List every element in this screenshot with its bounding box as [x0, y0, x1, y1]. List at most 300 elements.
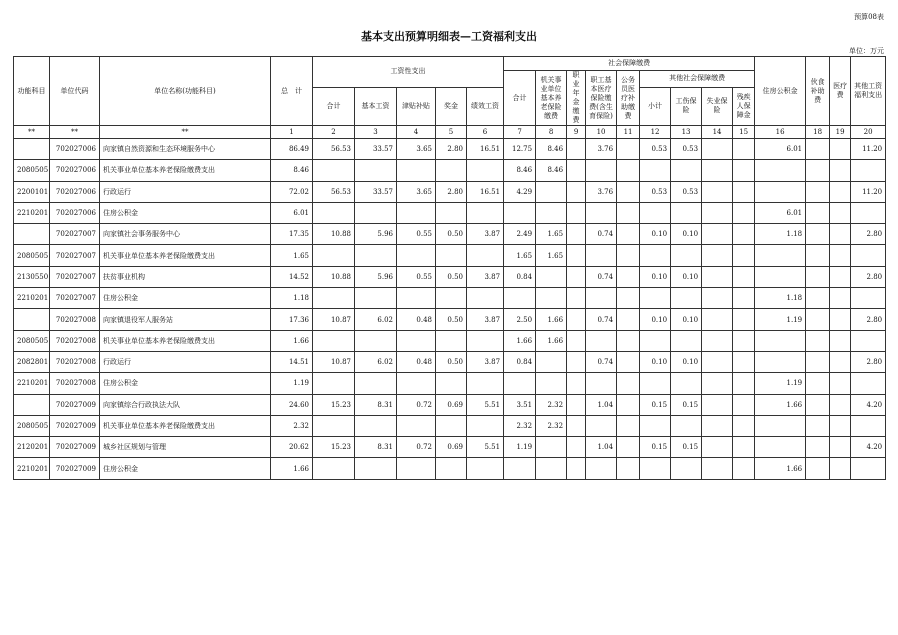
unit-name-cell: 机关事业单位基本养老保险缴费支出 [100, 415, 271, 436]
value-cell [355, 373, 397, 394]
unit-code-cell: 702027006 [50, 181, 100, 202]
value-cell [755, 245, 806, 266]
value-cell: 33.57 [355, 139, 397, 160]
value-cell [806, 288, 830, 309]
unit-name-cell: 向家镇综合行政执法大队 [100, 394, 271, 415]
func-subject-cell: 2210201 [14, 458, 50, 479]
value-cell [755, 181, 806, 202]
value-cell [567, 288, 586, 309]
value-cell [733, 458, 755, 479]
value-cell [617, 181, 640, 202]
value-cell [671, 288, 702, 309]
value-cell: 1.18 [755, 224, 806, 245]
value-cell [806, 224, 830, 245]
value-cell: 0.50 [436, 351, 467, 372]
value-cell [313, 415, 355, 436]
value-cell [567, 202, 586, 223]
column-index-cell: 4 [397, 126, 436, 139]
value-cell [806, 415, 830, 436]
value-cell [806, 139, 830, 160]
value-cell [355, 245, 397, 266]
value-cell: 6.01 [755, 139, 806, 160]
value-cell: 1.19 [755, 373, 806, 394]
value-cell: 10.88 [313, 266, 355, 287]
value-cell [640, 330, 671, 351]
value-cell: 2.80 [436, 139, 467, 160]
value-cell [851, 373, 886, 394]
value-cell [536, 458, 567, 479]
value-cell: 24.60 [271, 394, 313, 415]
value-cell [567, 394, 586, 415]
value-cell: 8.46 [536, 160, 567, 181]
func-subject-cell [14, 139, 50, 160]
unit-code-cell: 702027007 [50, 224, 100, 245]
value-cell [830, 139, 851, 160]
value-cell [436, 415, 467, 436]
value-cell: 2.32 [536, 394, 567, 415]
value-cell: 1.66 [271, 330, 313, 351]
value-cell [467, 288, 504, 309]
column-index-cell: 6 [467, 126, 504, 139]
value-cell [313, 202, 355, 223]
value-cell: 2.80 [851, 224, 886, 245]
value-cell [467, 245, 504, 266]
value-cell [702, 139, 733, 160]
column-index-cell: 9 [567, 126, 586, 139]
column-index-cell: 7 [504, 126, 536, 139]
value-cell: 3.87 [467, 351, 504, 372]
value-cell [397, 373, 436, 394]
value-cell: 0.15 [640, 437, 671, 458]
unit-label: 单位：万元 [849, 47, 884, 55]
value-cell [586, 288, 617, 309]
value-cell: 12.75 [504, 139, 536, 160]
value-cell: 3.65 [397, 181, 436, 202]
value-cell: 2.50 [504, 309, 536, 330]
value-cell [733, 394, 755, 415]
value-cell: 3.87 [467, 266, 504, 287]
value-cell [617, 139, 640, 160]
func-subject-cell: 2080505 [14, 415, 50, 436]
value-cell [830, 351, 851, 372]
unit-code-cell: 702027009 [50, 437, 100, 458]
table-row [14, 245, 886, 266]
value-cell: 6.01 [755, 202, 806, 223]
value-cell: 8.46 [504, 160, 536, 181]
header-other-subtotal: 小计 [640, 87, 671, 125]
value-cell [671, 245, 702, 266]
header-pension: 机关事业单位基本养老保险缴费 [536, 71, 567, 126]
value-cell [567, 437, 586, 458]
value-cell: 1.66 [504, 330, 536, 351]
value-cell: 1.04 [586, 394, 617, 415]
value-cell: 0.74 [586, 266, 617, 287]
value-cell: 10.87 [313, 351, 355, 372]
table-body [14, 139, 886, 480]
header-other-wage: 其他工资福利支出 [851, 57, 886, 126]
value-cell [733, 415, 755, 436]
value-cell [617, 309, 640, 330]
value-cell: 2.49 [504, 224, 536, 245]
header-meal-subsidy: 伙食补助费 [806, 57, 830, 126]
value-cell [397, 202, 436, 223]
value-cell [671, 202, 702, 223]
value-cell [702, 309, 733, 330]
value-cell: 1.66 [271, 458, 313, 479]
column-index-cell: ** [100, 126, 271, 139]
value-cell [467, 415, 504, 436]
value-cell [733, 139, 755, 160]
value-cell [567, 309, 586, 330]
value-cell: 0.15 [671, 437, 702, 458]
value-cell: 15.23 [313, 394, 355, 415]
value-cell [397, 458, 436, 479]
value-cell [755, 160, 806, 181]
value-cell [640, 373, 671, 394]
value-cell [755, 351, 806, 372]
value-cell [567, 160, 586, 181]
value-cell [467, 373, 504, 394]
value-cell: 56.53 [313, 139, 355, 160]
func-subject-cell: 2082801 [14, 351, 50, 372]
value-cell [755, 437, 806, 458]
value-cell: 1.19 [755, 309, 806, 330]
value-cell [355, 288, 397, 309]
value-cell [733, 309, 755, 330]
unit-name-cell: 行政运行 [100, 351, 271, 372]
value-cell: 15.23 [313, 437, 355, 458]
unit-code-cell: 702027006 [50, 202, 100, 223]
value-cell [567, 245, 586, 266]
column-index-cell: 19 [830, 126, 851, 139]
unit-code-cell: 702027008 [50, 309, 100, 330]
unit-name-cell: 机关事业单位基本养老保险缴费支出 [100, 160, 271, 181]
unit-code-cell: 702027006 [50, 139, 100, 160]
unit-code-cell: 702027008 [50, 330, 100, 351]
value-cell [313, 373, 355, 394]
column-index-cell: 15 [733, 126, 755, 139]
value-cell: 8.46 [271, 160, 313, 181]
value-cell [806, 309, 830, 330]
value-cell [504, 288, 536, 309]
func-subject-cell [14, 309, 50, 330]
value-cell [830, 394, 851, 415]
column-index-cell: ** [50, 126, 100, 139]
value-cell [806, 458, 830, 479]
value-cell [567, 139, 586, 160]
value-cell [586, 160, 617, 181]
value-cell: 1.19 [504, 437, 536, 458]
value-cell: 1.65 [536, 224, 567, 245]
value-cell [567, 373, 586, 394]
unit-code-cell: 702027008 [50, 373, 100, 394]
value-cell [355, 458, 397, 479]
value-cell [617, 266, 640, 287]
value-cell [313, 330, 355, 351]
header-other-ss: 其他社会保障缴费 [640, 71, 755, 88]
func-subject-cell: 2210201 [14, 288, 50, 309]
value-cell: 1.65 [271, 245, 313, 266]
value-cell: 0.53 [671, 181, 702, 202]
value-cell: 56.53 [313, 181, 355, 202]
value-cell: 11.20 [851, 181, 886, 202]
value-cell [806, 394, 830, 415]
header-occupational: 职业年金缴费 [567, 71, 586, 126]
value-cell [830, 458, 851, 479]
value-cell: 0.10 [671, 351, 702, 372]
value-cell [755, 415, 806, 436]
value-cell [671, 373, 702, 394]
value-cell: 3.87 [467, 309, 504, 330]
value-cell: 0.53 [640, 139, 671, 160]
header-bonus: 奖金 [436, 87, 467, 125]
value-cell: 1.66 [755, 394, 806, 415]
value-cell: 17.36 [271, 309, 313, 330]
value-cell: 1.66 [536, 330, 567, 351]
value-cell [851, 160, 886, 181]
value-cell [313, 160, 355, 181]
value-cell: 4.20 [851, 437, 886, 458]
value-cell [567, 415, 586, 436]
column-index-cell: 12 [640, 126, 671, 139]
value-cell: 0.69 [436, 437, 467, 458]
value-cell [640, 458, 671, 479]
column-index-cell: 16 [755, 126, 806, 139]
value-cell [536, 373, 567, 394]
value-cell [617, 458, 640, 479]
value-cell: 3.76 [586, 139, 617, 160]
value-cell [851, 330, 886, 351]
value-cell [567, 181, 586, 202]
value-cell [830, 437, 851, 458]
value-cell: 1.66 [755, 458, 806, 479]
value-cell [755, 266, 806, 287]
value-cell [617, 202, 640, 223]
value-cell: 5.51 [467, 394, 504, 415]
value-cell [617, 245, 640, 266]
unit-name-cell: 向家镇退役军人服务站 [100, 309, 271, 330]
value-cell [702, 288, 733, 309]
table-row [14, 309, 886, 330]
value-cell: 0.55 [397, 266, 436, 287]
unit-name-cell: 向家镇社会事务服务中心 [100, 224, 271, 245]
value-cell [830, 309, 851, 330]
value-cell [567, 351, 586, 372]
value-cell [640, 245, 671, 266]
value-cell: 2.80 [851, 351, 886, 372]
value-cell: 1.18 [271, 288, 313, 309]
value-cell: 33.57 [355, 181, 397, 202]
value-cell [830, 224, 851, 245]
value-cell [504, 373, 536, 394]
value-cell: 3.76 [586, 181, 617, 202]
value-cell [536, 202, 567, 223]
header-func-subject: 功能科目 [14, 57, 50, 126]
value-cell: 6.01 [271, 202, 313, 223]
unit-name-cell: 机关事业单位基本养老保险缴费支出 [100, 330, 271, 351]
value-cell: 0.50 [436, 309, 467, 330]
table-row [14, 351, 886, 372]
value-cell [355, 330, 397, 351]
value-cell: 2.32 [504, 415, 536, 436]
table-row [14, 394, 886, 415]
value-cell: 0.50 [436, 224, 467, 245]
func-subject-cell: 2210201 [14, 202, 50, 223]
value-cell [733, 181, 755, 202]
unit-name-cell: 住房公积金 [100, 288, 271, 309]
header-wage-expense: 工资性支出 [313, 57, 504, 88]
func-subject-cell: 2210201 [14, 373, 50, 394]
column-index-cell: 8 [536, 126, 567, 139]
value-cell: 0.50 [436, 266, 467, 287]
table-row [14, 266, 886, 287]
value-cell [504, 458, 536, 479]
header-injury: 工伤保险 [671, 87, 702, 125]
value-cell: 8.31 [355, 394, 397, 415]
value-cell [702, 330, 733, 351]
value-cell: 6.02 [355, 351, 397, 372]
unit-code-cell: 702027009 [50, 394, 100, 415]
unit-name-cell: 住房公积金 [100, 202, 271, 223]
func-subject-cell: 2080505 [14, 330, 50, 351]
value-cell [586, 330, 617, 351]
table-row [14, 139, 886, 160]
table-row [14, 458, 886, 479]
func-subject-cell [14, 224, 50, 245]
func-subject-cell: 2200101 [14, 181, 50, 202]
header-allowance: 津贴补贴 [397, 87, 436, 125]
value-cell: 4.20 [851, 394, 886, 415]
value-cell [702, 224, 733, 245]
value-cell [702, 437, 733, 458]
value-cell [640, 415, 671, 436]
func-subject-cell: 2120201 [14, 437, 50, 458]
value-cell [436, 160, 467, 181]
value-cell [702, 181, 733, 202]
value-cell: 2.32 [271, 415, 313, 436]
header-disabled: 残疾人保障金 [733, 87, 755, 125]
value-cell: 5.96 [355, 224, 397, 245]
unit-code-cell: 702027007 [50, 266, 100, 287]
value-cell [830, 160, 851, 181]
value-cell [586, 202, 617, 223]
value-cell: 8.46 [536, 139, 567, 160]
value-cell [733, 160, 755, 181]
column-index-cell: 5 [436, 126, 467, 139]
value-cell: 0.74 [586, 351, 617, 372]
value-cell [640, 202, 671, 223]
table-row [14, 288, 886, 309]
value-cell [806, 160, 830, 181]
unit-code-cell: 702027007 [50, 288, 100, 309]
value-cell [851, 415, 886, 436]
value-cell [830, 202, 851, 223]
value-cell: 3.87 [467, 224, 504, 245]
value-cell [806, 245, 830, 266]
value-cell [640, 288, 671, 309]
header-housing-fund: 住房公积金 [755, 57, 806, 126]
value-cell [702, 202, 733, 223]
value-cell [671, 458, 702, 479]
header-medical-fee: 医疗费 [830, 57, 851, 126]
unit-name-cell: 向家镇自然资源和生态环境服务中心 [100, 139, 271, 160]
value-cell [702, 160, 733, 181]
value-cell [397, 288, 436, 309]
unit-name-cell: 扶贫事业机构 [100, 266, 271, 287]
value-cell [702, 373, 733, 394]
form-number: 预算08表 [854, 13, 884, 21]
value-cell: 0.72 [397, 437, 436, 458]
value-cell: 0.53 [671, 139, 702, 160]
value-cell [806, 351, 830, 372]
header-social-security: 社会保障缴费 [504, 57, 755, 71]
table-row [14, 373, 886, 394]
func-subject-cell: 2130550 [14, 266, 50, 287]
value-cell [536, 266, 567, 287]
value-cell [397, 330, 436, 351]
value-cell: 0.48 [397, 309, 436, 330]
func-subject-cell: 2080505 [14, 245, 50, 266]
value-cell: 10.87 [313, 309, 355, 330]
column-index-cell: ** [14, 126, 50, 139]
header-base-wage: 基本工资 [355, 87, 397, 125]
value-cell: 16.51 [467, 181, 504, 202]
unit-code-cell: 702027007 [50, 245, 100, 266]
value-cell: 0.15 [671, 394, 702, 415]
unit-code-cell: 702027009 [50, 458, 100, 479]
value-cell [536, 288, 567, 309]
value-cell [806, 437, 830, 458]
value-cell [806, 330, 830, 351]
value-cell [830, 330, 851, 351]
value-cell [806, 181, 830, 202]
value-cell [830, 373, 851, 394]
value-cell [536, 437, 567, 458]
value-cell [397, 245, 436, 266]
value-cell [567, 266, 586, 287]
value-cell: 2.80 [436, 181, 467, 202]
value-cell [313, 288, 355, 309]
value-cell: 0.55 [397, 224, 436, 245]
value-cell: 14.52 [271, 266, 313, 287]
value-cell [733, 245, 755, 266]
func-subject-cell: 2080505 [14, 160, 50, 181]
unit-code-cell: 702027006 [50, 160, 100, 181]
value-cell: 10.88 [313, 224, 355, 245]
value-cell [851, 458, 886, 479]
value-cell: 14.51 [271, 351, 313, 372]
value-cell: 2.32 [536, 415, 567, 436]
value-cell [467, 458, 504, 479]
value-cell: 3.51 [504, 394, 536, 415]
value-cell [617, 415, 640, 436]
value-cell [617, 224, 640, 245]
value-cell: 1.65 [536, 245, 567, 266]
value-cell: 0.10 [640, 266, 671, 287]
value-cell: 8.31 [355, 437, 397, 458]
value-cell [733, 373, 755, 394]
value-cell [806, 266, 830, 287]
value-cell [702, 394, 733, 415]
value-cell [806, 373, 830, 394]
value-cell: 2.80 [851, 309, 886, 330]
unit-name-cell: 住房公积金 [100, 458, 271, 479]
value-cell [586, 373, 617, 394]
value-cell [467, 160, 504, 181]
value-cell: 1.19 [271, 373, 313, 394]
value-cell: 5.96 [355, 266, 397, 287]
value-cell [397, 160, 436, 181]
